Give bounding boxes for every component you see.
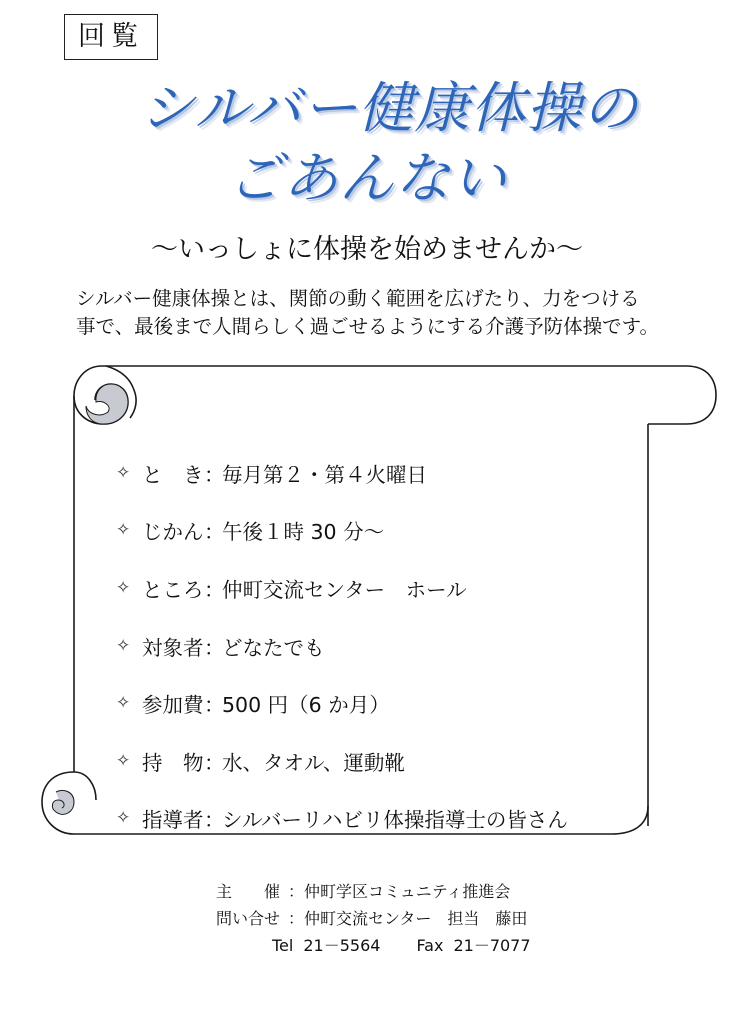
- bottom-curl: [52, 790, 74, 814]
- detail-row-fee: [116, 674, 626, 732]
- detail-separator: ：: [204, 635, 225, 660]
- footer-phone-row: [216, 932, 541, 959]
- fax-value: 21－7077: [453, 936, 531, 955]
- detail-row-time: [116, 502, 626, 560]
- detail-value: どなたでも: [222, 635, 325, 660]
- detail-value: 毎月第２・第４火曜日: [222, 462, 427, 487]
- detail-label: 持 物: [142, 750, 204, 775]
- detail-row-items: [116, 732, 626, 790]
- bullet-diamond-icon: ✧: [116, 750, 131, 771]
- detail-row-instructor: [116, 790, 626, 848]
- bullet-diamond-icon: ✧: [116, 462, 131, 483]
- bullet-diamond-icon: ✧: [116, 520, 131, 541]
- footer-separator: ：: [288, 909, 305, 928]
- contact-value: 仲町交流センター 担当 藤田: [304, 909, 528, 928]
- contact-label: 問い合せ: [216, 909, 281, 928]
- detail-row-place: [116, 559, 626, 617]
- circulation-badge: 回覧: [64, 14, 158, 60]
- host-value: 仲町学区コミュニティ推進会: [304, 882, 511, 901]
- intro-line2: 事で、最後まで人間らしく過ごせるようにする介護予防体操です。: [76, 315, 660, 338]
- intro-line1: シルバー健康体操とは、関節の動く範囲を広げたり、力をつける: [76, 287, 640, 310]
- subtitle: ～いっしょに体操を始めませんか～: [151, 234, 583, 265]
- detail-label: じかん: [142, 520, 204, 545]
- detail-label: 参加費: [142, 693, 204, 718]
- detail-separator: ：: [204, 462, 225, 487]
- bullet-diamond-icon: ✧: [116, 808, 131, 829]
- fax-label: Fax: [416, 936, 444, 955]
- detail-row-audience: [116, 617, 626, 675]
- bullet-diamond-icon: ✧: [116, 635, 131, 656]
- detail-row-date: [116, 444, 626, 502]
- footer-host-row: [216, 878, 541, 905]
- detail-label: と き: [142, 462, 204, 487]
- bullet-diamond-icon: ✧: [116, 693, 131, 714]
- event-details-list: [116, 444, 626, 847]
- main-title-line1: シルバー健康体操の: [139, 76, 639, 140]
- detail-value: シルバーリハビリ体操指導士の皆さん: [222, 808, 568, 833]
- detail-separator: ：: [204, 577, 225, 602]
- detail-separator: ：: [204, 520, 225, 545]
- detail-value: 水、タオル、運動靴: [222, 750, 405, 775]
- detail-label: 対象者: [142, 635, 204, 660]
- detail-value: 500 円（6 か月）: [222, 693, 390, 718]
- detail-separator: ：: [204, 750, 225, 775]
- detail-value: 午後１時 30 分～: [222, 520, 385, 545]
- detail-value: 仲町交流センター ホール: [222, 577, 467, 602]
- detail-label: ところ: [142, 577, 204, 602]
- main-title-line2: ごあんない: [226, 146, 507, 210]
- bullet-diamond-icon: ✧: [116, 577, 131, 598]
- detail-separator: ：: [204, 808, 225, 833]
- detail-separator: ：: [204, 693, 225, 718]
- host-label: 主 催: [216, 882, 281, 901]
- footer-contact: [216, 878, 541, 959]
- detail-label: 指導者: [142, 808, 204, 833]
- tel-value: 21－5564: [303, 936, 381, 955]
- footer-contact-row: [216, 905, 541, 932]
- footer-separator: ：: [288, 882, 305, 901]
- tel-label: Tel: [272, 936, 294, 955]
